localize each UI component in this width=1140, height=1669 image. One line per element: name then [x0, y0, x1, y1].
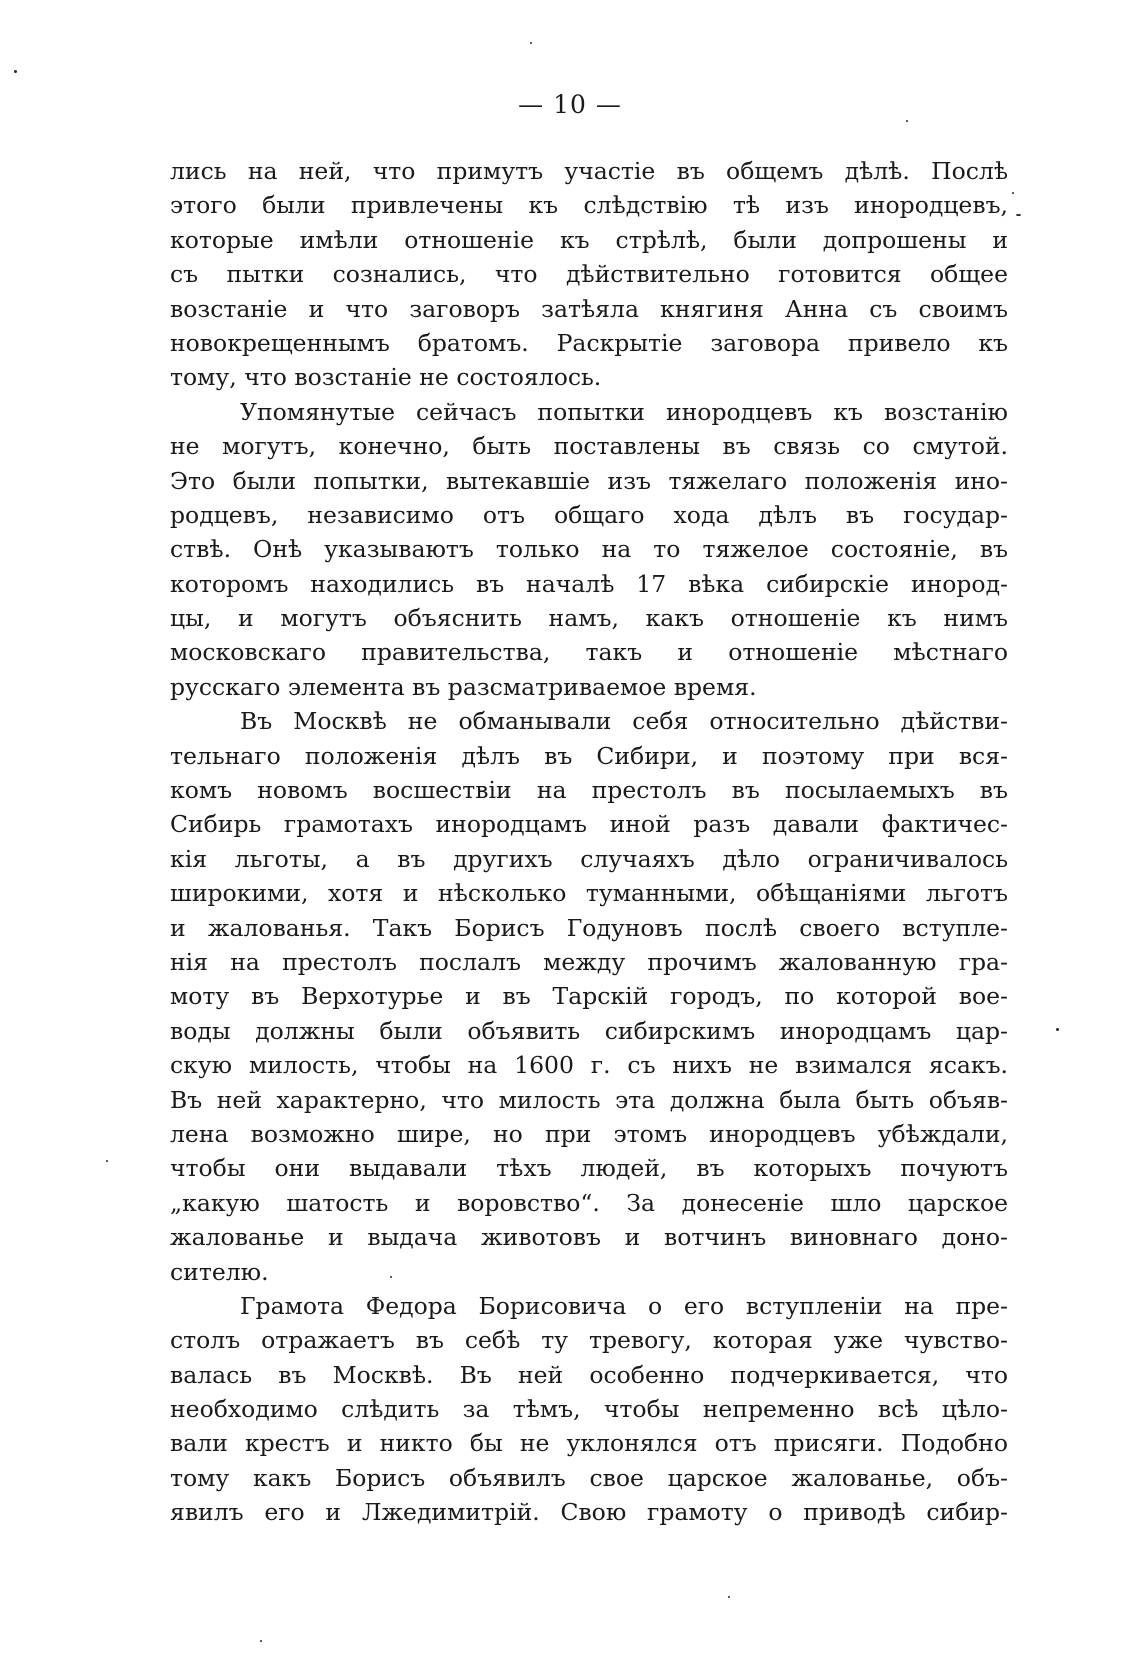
- text-line: Грамота Федора Борисовича о его вступленіи на пре-: [240, 1291, 1008, 1320]
- text-line: Въ ней характерно, что милость эта должна была быть объяв-: [170, 1085, 1008, 1114]
- text-line: воды должны были объявить сибирскимъ инородцамъ цар-: [170, 1016, 1008, 1045]
- text-line: лена возможно шире, но при этомъ инородцевъ убѣждали,: [170, 1119, 1008, 1148]
- text-line: явилъ его и Лжедимитрій. Свою грамоту о приводѣ сибир-: [170, 1498, 1008, 1527]
- scan-speck: [1016, 214, 1021, 216]
- text-line: съ пытки сознались, что дѣйствительно готовится общее: [170, 260, 1008, 289]
- text-line: московскаго правительства, такъ и отношеніе мѣстнаго: [170, 638, 1008, 667]
- text-line: и жалованья. Такъ Борисъ Годуновъ послѣ своего вступле-: [170, 913, 1008, 942]
- page-number: — 10 —: [518, 90, 622, 119]
- text-line: цы, и могутъ объяснить намъ, какъ отношеніе къ нимъ: [170, 604, 1008, 633]
- text-line: Это были попытки, вытекавшіе изъ тяжелаго положенія ино-: [170, 466, 1008, 495]
- text-line: Въ Москвѣ не обманывали себя относительно дѣйстви-: [240, 707, 1008, 736]
- text-line: возстаніе и что заговоръ затѣяла княгиня Анна съ своимъ: [170, 294, 1008, 323]
- text-line: нія на престолъ послалъ между прочимъ жалованную гра-: [170, 947, 1008, 976]
- text-line: столъ отражаетъ въ себѣ ту тревогу, которая уже чувство-: [170, 1326, 1008, 1355]
- text-line: вали крестъ и никто бы не уклонялся отъ присяги. Подобно: [170, 1429, 1008, 1458]
- paragraph-4: [170, 1289, 1008, 1530]
- text-line: жалованье и выдача животовъ и вотчинъ виновнаго доно-: [170, 1223, 1008, 1252]
- text-line: Сибирь грамотахъ инородцамъ иной разъ давали фактичес-: [170, 810, 1008, 839]
- scan-speck: [906, 120, 908, 122]
- text-line: лись на ней, что примутъ участіе въ общемъ дѣлѣ. Послѣ: [170, 157, 1008, 185]
- text-line: сителю.: [170, 1257, 269, 1286]
- text-line: которые имѣли отношеніе къ стрѣлѣ, были допрошены и: [170, 225, 1008, 254]
- paragraph-1: [170, 154, 1008, 395]
- text-line: валась въ Москвѣ. Въ ней особенно подчеркивается, что: [170, 1360, 1008, 1389]
- scan-speck: [1012, 192, 1014, 194]
- scan-speck: [106, 1160, 108, 1162]
- text-line: ствѣ. Онѣ указываютъ только на то тяжелое состояніе, въ: [170, 535, 1008, 564]
- text-line: не могутъ, конечно, быть поставлены въ связь со смутой.: [170, 432, 1008, 461]
- text-line: необходимо слѣдить за тѣмъ, чтобы непременно всѣ цѣло-: [170, 1395, 1008, 1424]
- text-line: родцевъ, независимо отъ общаго хода дѣлъ въ государ-: [170, 500, 1008, 529]
- text-line: кія льготы, а въ другихъ случаяхъ дѣло ограничивалось: [170, 844, 1008, 873]
- text-line: чтобы они выдавали тѣхъ людей, въ которыхъ почуютъ: [170, 1154, 1008, 1183]
- text-line: новокрещеннымъ братомъ. Раскрытіе заговора привело къ: [170, 328, 1008, 357]
- text-line: широкими, хотя и нѣсколько туманными, обѣщаніями льготъ: [170, 879, 1008, 908]
- paragraph-3: [170, 704, 1008, 1289]
- text-line: этого были привлечены къ слѣдствію тѣ изъ инородцевъ,: [170, 191, 1008, 220]
- text-line: тельнаго положенія дѣлъ въ Сибири, и поэтому при вся-: [170, 741, 1008, 770]
- scan-speck: [728, 1596, 730, 1598]
- scan-speck: [260, 1640, 262, 1642]
- text-line: которомъ находились въ началѣ 17 вѣка сибирскіе инород-: [170, 569, 1008, 598]
- text-line: русскаго элемента въ разсматриваемое время.: [170, 672, 757, 701]
- scan-speck: [530, 42, 532, 44]
- scan-speck: [390, 1276, 392, 1278]
- text-line: скую милость, чтобы на 1600 г. съ нихъ не взимался ясакъ.: [170, 1051, 1008, 1080]
- scan-speck: [14, 70, 17, 73]
- text-line: „какую шатость и воровство“. За донесеніе шло царское: [170, 1188, 1008, 1217]
- scan-speck: [1056, 1028, 1059, 1031]
- text-line: моту въ Верхотурье и въ Тарскій городъ, по которой вое-: [170, 982, 1008, 1011]
- text-line: Упомянутые сейчасъ попытки инородцевъ къ возстанію: [240, 397, 1008, 426]
- text-line: тому, что возстаніе не состоялось.: [170, 363, 602, 392]
- body-text: [170, 154, 1008, 1530]
- text-line: тому какъ Борисъ объявилъ свое царское жалованье, объ-: [170, 1463, 1008, 1492]
- text-line: комъ новомъ восшествіи на престолъ въ посылаемыхъ въ: [170, 776, 1008, 805]
- paragraph-2: [170, 395, 1008, 705]
